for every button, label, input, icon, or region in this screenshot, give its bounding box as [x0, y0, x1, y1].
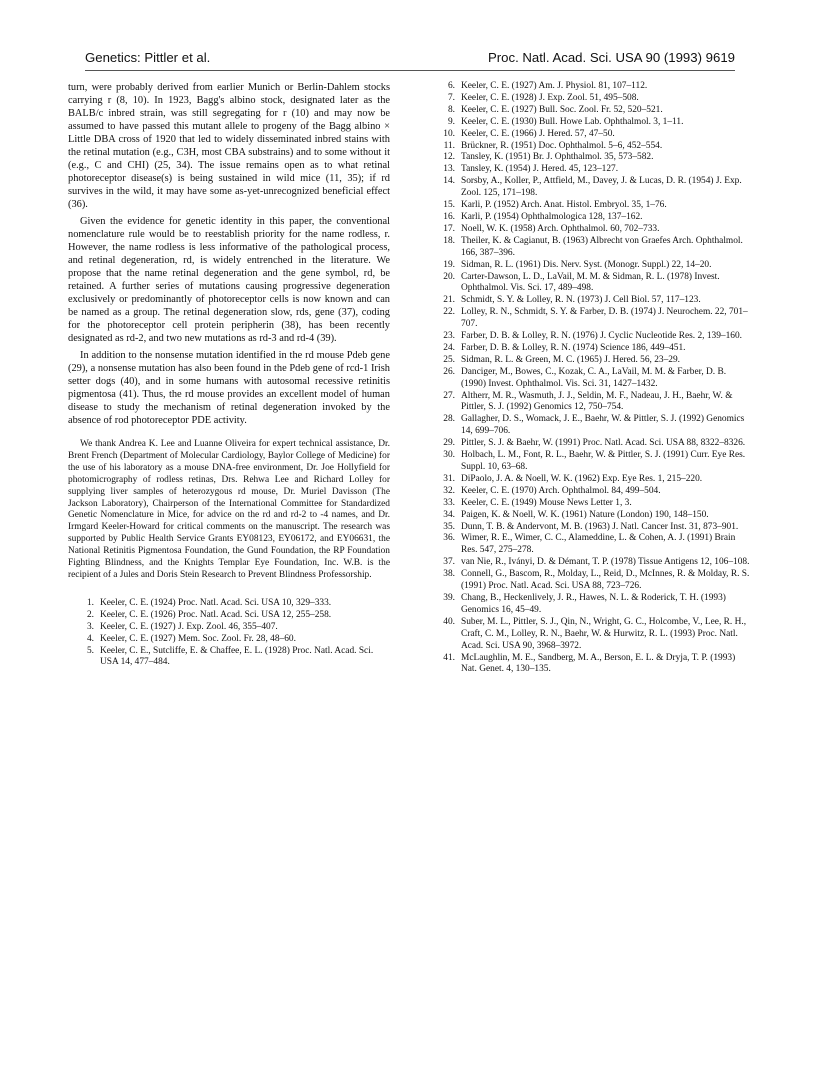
reference-number: 13. [443, 164, 455, 175]
reference-text: Keeler, C. E. (1927) Mem. Soc. Zool. Fr. 28, 48–60. [100, 633, 296, 644]
reference-number: 33. [443, 497, 455, 508]
reference-text: Theiler, K. & Cagianut, B. (1963) Albrecht von Graefes Arch. Ophthalmol. 166, 387–396. [461, 235, 743, 258]
reference-item [429, 557, 751, 569]
reference-item [429, 510, 751, 522]
reference-number: 41. [443, 652, 455, 663]
reference-number: 15. [443, 200, 455, 211]
reference-item [429, 105, 751, 117]
reference-item [68, 598, 390, 610]
reference-item [429, 295, 751, 307]
reference-item [429, 355, 751, 367]
acknowledgment: We thank Andrea K. Lee and Luanne Oliveira for expert technical assistance, Dr. Brent French (Department of Molecular Cardiology, Baylor College of Medicine) for the use of his laboratory as a mouse DNA-free environment, Dr. Joe Hollyfield for photomicrography of rodless retinas, Drs. Rehwa Lee and Richard Lolley for supplying liver samples of heterozygous rd mouse, Dr. Muriel Davisson (The Jackson Laboratory), Chairperson of the International Committee for Standardized Genetic Nomenclature in Mice, for advice on the rd and rd-2 to -4 names, and Dr. Irmgard Keeler-Howard for critical comments on the manuscript. The research was supported by Public Health Service Grants EY08123, EY06172, and EY06631, the National Retinitis Pigmentosa Foundation, the Gund Foundation, the RP Foundation Fighting Blindness, and the Knights Templar Eye Foundation, Inc. W.B. is the recipient of a Jules and Doris Stein Research to Prevent Blindness Professorship. [68, 439, 390, 580]
reference-number: 24. [443, 342, 455, 353]
reference-item [429, 331, 751, 343]
reference-text: Suber, M. L., Pittler, S. J., Qin, N., Wright, G. C., Holcombe, V., Lee, R. H., Craft, C. M., Lolley, R. N., Baehr, W. & Hurwitz, R. L. (1993) Proc. Natl. Acad. Sci. USA 90, 3968–3972. [461, 616, 747, 651]
reference-item [429, 129, 751, 141]
reference-number: 38. [443, 569, 455, 580]
left-column [68, 81, 390, 669]
reference-text: Keeler, C. E. (1927) Am. J. Physiol. 81, 107–112. [461, 81, 648, 91]
reference-text: Connell, G., Bascom, R., Molday, L., Reid, D., McInnes, R. & Molday, R. S. (1991) Proc. Natl. Acad. Sci. USA 88, 723–726. [461, 569, 750, 592]
right-column [429, 81, 751, 676]
reference-text: Gallagher, D. S., Womack, J. E., Baehr, W. & Pittler, S. J. (1992) Genomics 14, 699–706. [461, 414, 745, 437]
reference-item [429, 522, 751, 534]
reference-text: Tansley, K. (1954) J. Hered. 45, 123–127. [461, 164, 619, 175]
reference-number: 27. [443, 390, 455, 401]
reference-number: 23. [443, 331, 455, 342]
reference-text: Karli, P. (1952) Arch. Anat. Histol. Embryol. 35, 1–76. [461, 200, 667, 211]
reference-text: Sidman, R. L. (1961) Dis. Nerv. Syst. (Monogr. Suppl.) 22, 14–20. [461, 259, 712, 270]
reference-number: 10. [443, 128, 455, 139]
reference-item [68, 610, 390, 622]
reference-number: 1. [86, 597, 94, 608]
reference-number: 19. [443, 259, 455, 270]
reference-item [429, 474, 751, 486]
reference-text: Chang, B., Heckenlively, J. R., Hawes, N. L. & Roderick, T. H. (1993) Genomics 16, 45–49. [461, 592, 726, 615]
reference-number: 39. [443, 592, 455, 603]
reference-number: 37. [443, 557, 455, 568]
header-journal-page: Proc. Natl. Acad. Sci. USA 90 (1993) 9619 [487, 50, 735, 65]
reference-item [429, 617, 751, 653]
reference-number: 3. [86, 621, 94, 632]
reference-item [429, 117, 751, 129]
reference-text: Keeler, C. E. (1924) Proc. Natl. Acad. Sci. USA 10, 329–333. [100, 597, 332, 608]
reference-item [429, 176, 751, 200]
reference-number: 9. [447, 116, 455, 127]
reference-text: Noell, W. K. (1958) Arch. Ophthalmol. 60, 702–733. [461, 223, 660, 234]
reference-item [429, 367, 751, 391]
reference-text: Tansley, K. (1951) Br. J. Ophthalmol. 35, 573–582. [461, 152, 654, 163]
reference-number: 14. [443, 176, 455, 187]
reference-item [429, 593, 751, 617]
reference-text: Keeler, C. E. (1966) J. Hered. 57, 47–50. [461, 128, 615, 139]
reference-item [429, 93, 751, 105]
reference-text: Lolley, R. N., Schmidt, S. Y. & Farber, D. B. (1974) J. Neurochem. 22, 701–707. [461, 307, 748, 330]
reference-number: 26. [443, 366, 455, 377]
reference-item [429, 272, 751, 296]
reference-text: Pittler, S. J. & Baehr, W. (1991) Proc. Natl. Acad. Sci. USA 88, 8322–8326. [461, 438, 746, 449]
reference-number: 4. [86, 633, 94, 644]
reference-number: 11. [443, 140, 455, 151]
reference-text: Keeler, C. E. (1970) Arch. Ophthalmol. 84, 499–504. [461, 485, 661, 496]
reference-number: 22. [443, 307, 455, 318]
reference-item [429, 569, 751, 593]
reference-number: 7. [447, 92, 455, 103]
reference-text: Wimer, R. E., Wimer, C. C., Alameddine, L. & Cohen, A. J. (1991) Brain Res. 547, 275–278. [461, 533, 736, 556]
reference-number: 28. [443, 414, 455, 425]
reference-text: Sorsby, A., Koller, P., Attfield, M., Davey, J. & Lucas, D. R. (1954) J. Exp. Zool. 125, 171–198. [461, 176, 742, 199]
reference-number: 21. [443, 295, 455, 306]
reference-text: Keeler, C. E. (1927) J. Exp. Zool. 46, 355–407. [100, 621, 278, 632]
reference-item [429, 486, 751, 498]
reference-item [429, 212, 751, 224]
reference-text: Farber, D. B. & Lolley, R. N. (1974) Science 186, 449–451. [461, 342, 686, 353]
reference-number: 2. [86, 609, 94, 620]
reference-text: Karli, P. (1954) Ophthalmologica 128, 137–162. [461, 211, 643, 222]
reference-item [429, 414, 751, 438]
reference-text: Keeler, C. E. (1927) Bull. Soc. Zool. Fr. 52, 520–521. [461, 104, 663, 115]
reference-text: Paigen, K. & Noell, W. K. (1961) Nature (London) 190, 148–150. [461, 509, 709, 520]
body-paragraph: In addition to the nonsense mutation identified in the rd mouse Pdeb gene (29), a nonsense mutation has also been found in the Pdeb gene of rcd-1 Irish setter dogs (40), and in some humans with autosomal recessive retinitis pigmentosa (41). Thus, the rd mouse provides an excellent model of human disease to study the mechanism of retinal degeneration invoked by the absence of rod photoreceptor PDE activity. [68, 350, 390, 426]
reference-number: 17. [443, 223, 455, 234]
reference-text: Keeler, C. E. (1928) J. Exp. Zool. 51, 495–508. [461, 92, 639, 103]
reference-item [429, 141, 751, 153]
reference-text: Dunn, T. B. & Andervont, M. B. (1963) J. Natl. Cancer Inst. 31, 873–901. [461, 521, 739, 532]
reference-number: 8. [447, 104, 455, 115]
body-paragraph: turn, were probably derived from earlier Munich or Berlin-Dahlem stocks carrying r (8, 10). In 1923, Bagg's albino stock, designated later as the BALB/c inbred strain, was still segregating for r (10) and may now be assumed to have passed this mutant allele to progeny of the Bagg albino × Little DBA cross of 1920 that led to widely disseminated inbred stains with the retinal mutation (e.g., C3H, most CBA substrains) and to some without it (e.g., C and CHI) (25, 34). The issue remains open as to what retinal photoreceptor disease(s) is being sustained in wild mice (11, 35); if rd survives in the wild, it may have some as-yet-unrecognized beneficial effect (36). [68, 82, 390, 210]
reference-item [429, 533, 751, 557]
body-paragraph: Given the evidence for genetic identity in this paper, the conventional nomenclature rule would be to reestablish priority for the name rodless, r. However, the name rodless is less informative of the pathological process, and retinal degeneration, rd, is widely entrenched in the literature. We propose that the name retinal degeneration and the gene symbol, rd, be retained. A further series of mutations causing progressive degeneration exclusively or predominantly of photoreceptor cells is now known and can be named as a group. The retinal degeneration slow, rds, gene (37), coding for the photoreceptor cell protein peripherin (38), has been recently designated as rd-2, and two new mutations as rd-3 and rd-4 (39). [68, 216, 390, 344]
reference-text: DiPaolo, J. A. & Noell, W. K. (1962) Exp. Eye Res. 1, 215–220. [461, 473, 703, 484]
reference-item [429, 653, 751, 677]
reference-text: van Nie, R., Iványi, D. & Démant, T. P. (1978) Tissue Antigens 12, 106–108. [461, 557, 750, 568]
reference-item [68, 622, 390, 634]
reference-number: 20. [443, 271, 455, 282]
reference-text: Holbach, L. M., Font, R. L., Baehr, W. & Pittler, S. J. (1991) Curr. Eye Res. Suppl. 10, 63–68. [461, 450, 746, 472]
reference-number: 16. [443, 211, 455, 222]
reference-number: 31. [443, 473, 455, 484]
reference-item [429, 81, 751, 93]
reference-text: Keeler, C. E. (1930) Bull. Howe Lab. Ophthalmol. 3, 1–11. [461, 116, 684, 127]
reference-list-right [429, 81, 751, 676]
reference-item [429, 152, 751, 164]
reference-item [429, 236, 751, 260]
reference-item [429, 200, 751, 212]
reference-item [429, 450, 751, 474]
reference-number: 30. [443, 450, 455, 461]
running-header [85, 50, 735, 71]
reference-list-left [68, 598, 390, 669]
reference-item [429, 391, 751, 415]
reference-number: 36. [443, 533, 455, 544]
reference-text: McLaughlin, M. E., Sandberg, M. A., Berson, E. L. & Dryja, T. P. (1993) Nat. Genet. 4, 130–135. [461, 652, 736, 675]
reference-item [429, 343, 751, 355]
reference-text: Keeler, C. E., Sutcliffe, E. & Chaffee, E. L. (1928) Proc. Natl. Acad. Sci. USA 14, 477–484. [100, 645, 374, 668]
reference-number: 6. [447, 81, 455, 91]
reference-number: 40. [443, 616, 455, 627]
header-section: Genetics: Pittler et al. [85, 50, 211, 65]
reference-item [68, 646, 390, 670]
reference-text: Altherr, M. R., Wasmuth, J. J., Seldin, M. F., Nadeau, J. H., Baehr, W. & Pittler, S. J. (1992) Genomics 12, 750–754. [461, 390, 733, 413]
reference-item [68, 634, 390, 646]
reference-number: 18. [443, 235, 455, 246]
reference-text: Schmidt, S. Y. & Lolley, R. N. (1973) J. Cell Biol. 57, 117–123. [461, 295, 701, 306]
reference-number: 25. [443, 354, 455, 365]
reference-text: Brückner, R. (1951) Doc. Ophthalmol. 5–6, 452–554. [461, 140, 663, 151]
reference-text: Keeler, C. E. (1926) Proc. Natl. Acad. Sci. USA 12, 255–258. [100, 609, 332, 620]
reference-text: Danciger, M., Bowes, C., Kozak, C. A., LaVail, M. M. & Farber, D. B. (1990) Invest. Ophthalmol. Vis. Sci. 31, 1427–1432. [461, 366, 727, 389]
reference-item [429, 438, 751, 450]
reference-item [429, 260, 751, 272]
reference-number: 34. [443, 509, 455, 520]
reference-text: Carter-Dawson, L. D., LaVail, M. M. & Sidman, R. L. (1978) Invest. Ophthalmol. Vis. Sci. 17, 489–498. [461, 271, 720, 294]
reference-item [429, 224, 751, 236]
reference-item [429, 307, 751, 331]
reference-number: 32. [443, 485, 455, 496]
reference-item [429, 498, 751, 510]
reference-number: 29. [443, 438, 455, 449]
reference-number: 12. [443, 152, 455, 163]
reference-number: 5. [86, 645, 94, 656]
reference-text: Sidman, R. L. & Green, M. C. (1965) J. Hered. 56, 23–29. [461, 354, 680, 365]
reference-item [429, 164, 751, 176]
reference-text: Farber, D. B. & Lolley, R. N. (1976) J. Cyclic Nucleotide Res. 2, 139–160. [461, 331, 743, 342]
reference-text: Keeler, C. E. (1949) Mouse News Letter 1, 3. [461, 497, 632, 508]
reference-number: 35. [443, 521, 455, 532]
